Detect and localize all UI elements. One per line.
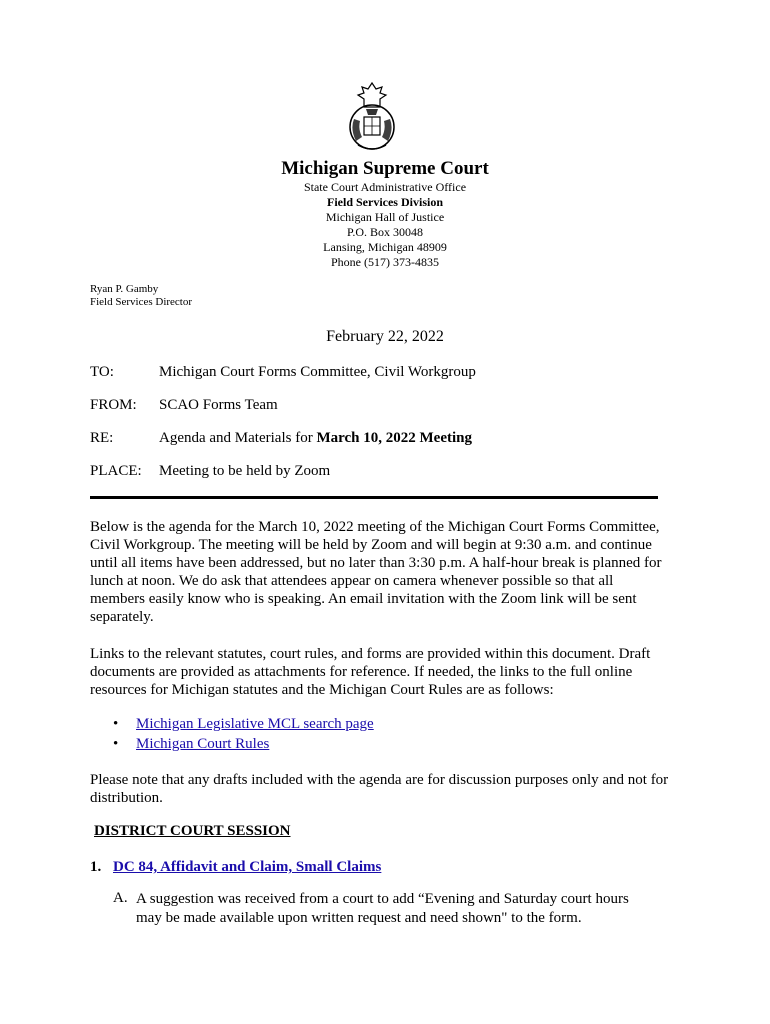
court-rules-link[interactable]: Michigan Court Rules [136, 736, 270, 752]
divider [90, 496, 658, 499]
bullet-1: • [113, 716, 119, 732]
disclaimer-paragraph: Please note that any drafts included with the agenda are for discussion purposes only and not for distribution. [90, 772, 669, 806]
sub-item-letter: A. [113, 890, 128, 906]
item-number: 1. [90, 859, 102, 875]
sender-title: Field Services Director [90, 296, 193, 308]
place-value: Meeting to be held by Zoom [159, 463, 331, 479]
to-value: Michigan Court Forms Committee, Civil Workgroup [159, 364, 476, 380]
dc84-form-link[interactable]: DC 84, Affidavit and Claim, Small Claims [113, 859, 382, 875]
intro-paragraph: Below is the agenda for the March 10, 2022 meeting of the Michigan Court Forms Committee, Civil Workgroup. The meeting will be held by Zoom and will begin at 9:30 a.m. and continue until all items have been addressed, but no later than 3:30 p.m. A half-hour break is planned for lunch at noon. We do ask that attendees appear on camera whenever possible so that all members easily know who is speaking. An email invitation with the Zoom link will be sent separately. [90, 519, 662, 625]
section-heading: DISTRICT COURT SESSION [94, 823, 291, 839]
office-line: State Court Administrative Office [303, 180, 467, 194]
re-value [159, 430, 472, 447]
phone-line: Phone (517) 373-4835 [331, 255, 439, 269]
mcl-search-link[interactable]: Michigan Legislative MCL search page [136, 716, 374, 732]
bullet-2: • [113, 736, 119, 752]
po-box-line: P.O. Box 30048 [346, 225, 423, 239]
court-name: Michigan Supreme Court [281, 158, 489, 179]
memo-date: February 22, 2022 [326, 328, 444, 345]
building-line: Michigan Hall of Justice [325, 210, 445, 224]
from-label: FROM: [90, 397, 137, 413]
re-bold-date: March 10, 2022 Meeting [316, 430, 472, 446]
from-value: SCAO Forms Team [159, 397, 278, 413]
sender-name: Ryan P. Gamby [90, 283, 159, 295]
sub-item-text: A suggestion was received from a court to add “Evening and Saturday court hours may be made available upon written request and need shown" to the form. [136, 891, 629, 926]
division-line: Field Services Division [327, 195, 443, 209]
re-text: Agenda and Materials for [159, 430, 317, 446]
to-label: TO: [90, 364, 114, 380]
place-label: PLACE: [90, 463, 142, 479]
city-line: Lansing, Michigan 48909 [323, 240, 447, 254]
michigan-seal-logo [340, 79, 404, 155]
re-label: RE: [90, 430, 114, 446]
links-paragraph: Links to the relevant statutes, court rules, and forms are provided within this document. Draft documents are provided as attachments for reference. If needed, the links to the full online resources for Michigan statutes and the Michigan Court Rules are as follows: [90, 646, 651, 698]
